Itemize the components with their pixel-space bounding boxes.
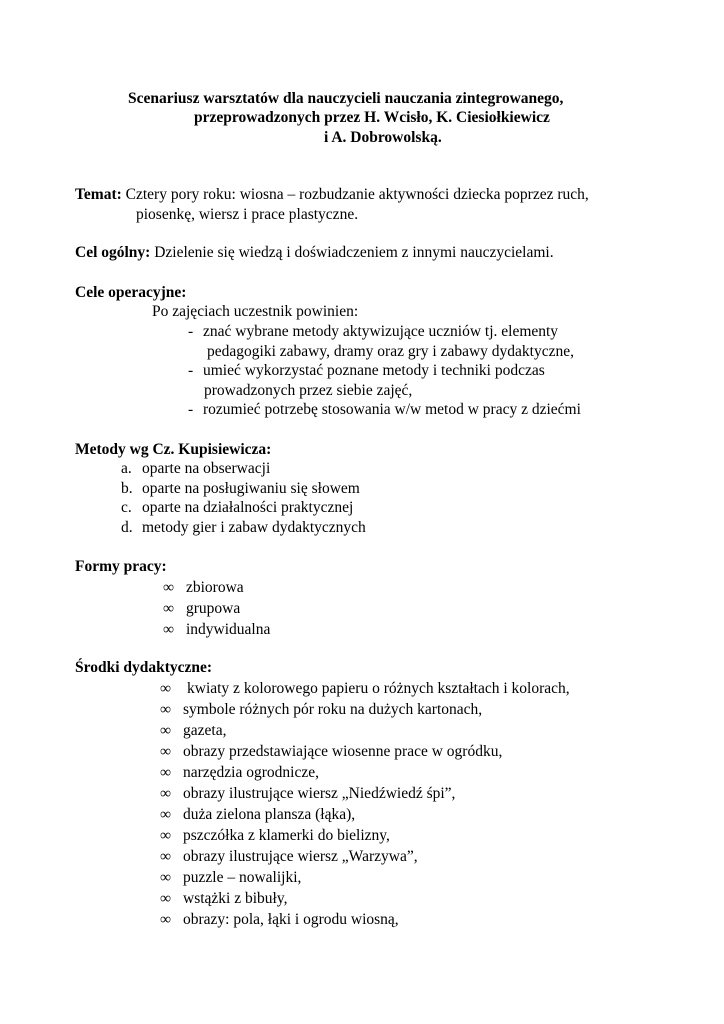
cel-item-1-line-2: pedagogiki zabawy, dramy oraz gry i zabawy dydaktyczne,	[207, 343, 574, 360]
srodki-item-6-bullet: ∞	[160, 785, 172, 802]
cel-ogolny-label: Cel ogólny:	[75, 244, 151, 261]
srodki-item-12: obrazy: pola, łąki i ogrodu wiosną,	[183, 911, 399, 928]
srodki-item-2: symbole różnych pór roku na dużych kartonach,	[183, 701, 483, 718]
temat-line-2: piosenkę, wiersz i prace plastyczne.	[136, 206, 359, 223]
formy-item-2-bullet: ∞	[163, 600, 175, 617]
metody-item-b-marker: b.	[121, 480, 133, 497]
cel-item-3-line-1: rozumieć potrzebę stosowania w/w metod w pracy z dziećmi	[203, 401, 581, 418]
formy-item-1: zbiorowa	[186, 579, 244, 596]
srodki-item-5-bullet: ∞	[160, 764, 172, 781]
srodki-item-5: narzędzia ogrodnicze,	[183, 764, 319, 781]
srodki-item-4: obrazy przedstawiające wiosenne prace w ogródku,	[183, 743, 503, 760]
cel-item-1-bullet: -	[188, 323, 194, 340]
temat-text: Cztery pory roku: wiosna – rozbudzanie aktywności dziecka poprzez ruch,	[125, 186, 589, 203]
srodki-item-6: obrazy ilustrujące wiersz „Niedźwiedź śpi”,	[183, 785, 456, 802]
temat-line-1	[75, 185, 589, 205]
srodki-item-8: pszczółka z klamerki do bielizny,	[183, 827, 390, 844]
header-line-2: przeprowadzonych przez H. Wcisło, K. Ciesiołkiewicz	[194, 109, 550, 126]
metody-item-a-marker: a.	[121, 460, 132, 477]
metody-item-b: oparte na posługiwaniu się słowem	[142, 480, 360, 497]
cel-ogolny	[75, 243, 554, 263]
srodki-item-1: kwiaty z kolorowego papieru o różnych kształtach i kolorach,	[187, 680, 570, 697]
metody-item-d-marker: d.	[121, 519, 133, 536]
cel-item-2-line-1: umieć wykorzystać poznane metody i techniki podczas	[203, 362, 545, 379]
metody-item-d: metody gier i zabaw dydaktycznych	[142, 519, 366, 536]
cel-item-1-line-1: znać wybrane metody aktywizujące uczniów tj. elementy	[203, 323, 559, 340]
metody-item-c-marker: c.	[121, 499, 132, 516]
srodki-item-11-bullet: ∞	[160, 890, 172, 907]
formy-item-3-bullet: ∞	[163, 621, 175, 638]
cel-item-2-bullet: -	[188, 362, 194, 379]
srodki-item-3-bullet: ∞	[160, 722, 172, 739]
formy-item-1-bullet: ∞	[163, 579, 175, 596]
metody-label: Metody wg Cz. Kupisiewicza:	[75, 441, 272, 458]
srodki-item-4-bullet: ∞	[160, 743, 172, 760]
srodki-label: Środki dydaktyczne:	[75, 659, 213, 676]
cel-ogolny-text: Dzielenie się wiedzą i doświadczeniem z innymi nauczycielami.	[154, 244, 554, 261]
cele-operacyjne-intro: Po zajęciach uczestnik powinien:	[152, 303, 359, 320]
srodki-item-10: puzzle – nowalijki,	[183, 869, 302, 886]
temat-label: Temat:	[75, 186, 122, 203]
srodki-item-9: obrazy ilustrujące wiersz „Warzywa”,	[183, 848, 418, 865]
srodki-item-2-bullet: ∞	[160, 701, 172, 718]
cele-operacyjne-label: Cele operacyjne:	[75, 284, 187, 301]
srodki-item-9-bullet: ∞	[160, 848, 172, 865]
formy-item-2: grupowa	[186, 600, 241, 617]
srodki-item-8-bullet: ∞	[160, 827, 172, 844]
srodki-item-3: gazeta,	[183, 722, 227, 739]
srodki-item-10-bullet: ∞	[160, 869, 172, 886]
srodki-item-7-bullet: ∞	[160, 806, 172, 823]
srodki-item-12-bullet: ∞	[160, 911, 172, 928]
formy-label: Formy pracy:	[75, 558, 167, 575]
cel-item-3-bullet: -	[188, 401, 194, 418]
cel-item-2-line-2: prowadzonych przez siebie zajęć,	[204, 382, 413, 399]
srodki-item-1-bullet: ∞	[160, 680, 172, 697]
header-line-3: i A. Dobrowolską.	[324, 129, 442, 146]
srodki-item-7: duża zielona plansza (łąka),	[183, 806, 356, 823]
srodki-item-11: wstążki z bibuły,	[183, 890, 288, 907]
formy-item-3: indywidualna	[186, 621, 271, 638]
metody-item-c: oparte na działalności praktycznej	[142, 499, 354, 516]
header-line-1: Scenariusz warsztatów dla nauczycieli nauczania zintegrowanego,	[128, 90, 564, 107]
metody-item-a: oparte na obserwacji	[142, 460, 271, 477]
